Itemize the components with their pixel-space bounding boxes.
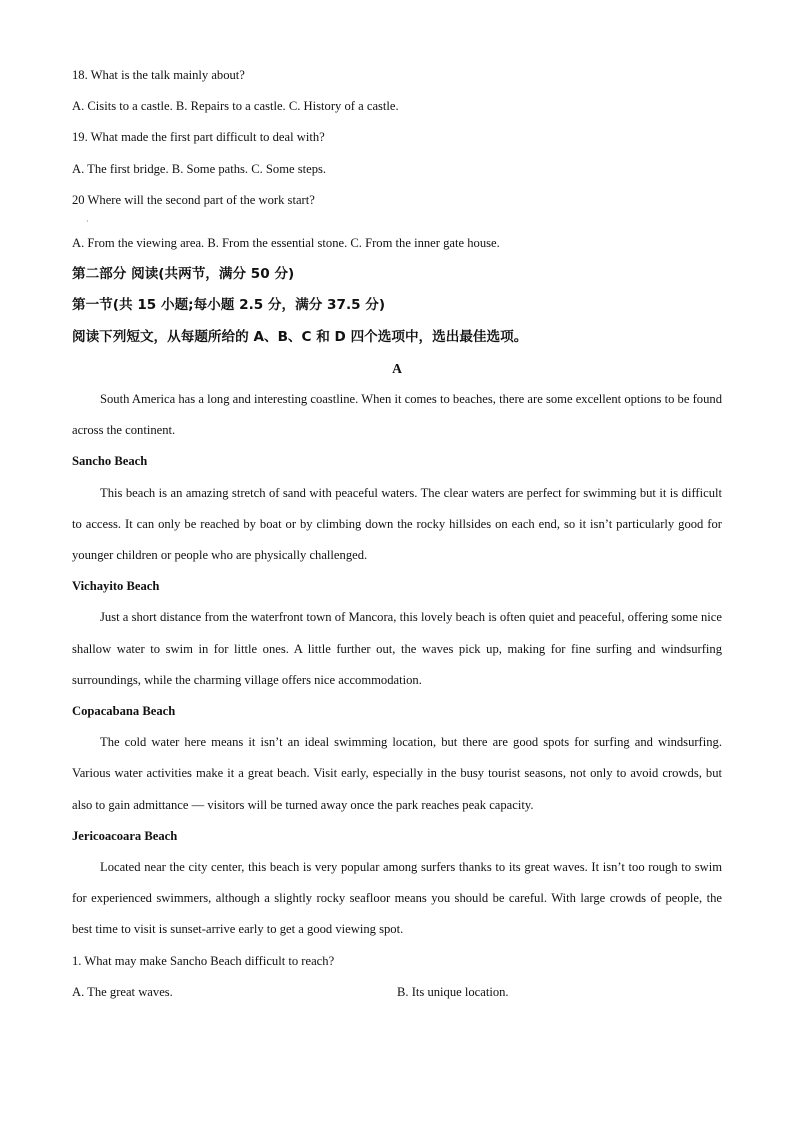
- stray-mark: ·: [86, 217, 89, 227]
- passage-label: A: [392, 360, 402, 376]
- section-subtitle: 第一节(共 15 小题;每小题 2.5 分，满分 37.5 分): [72, 297, 386, 314]
- beach-description: Just a short distance from the waterfront town of Mancora, this lovely beach is often quiet and peaceful, offering some nice shallow water to swim in for little ones. A little further out, the waves pick up, making for fine surfing and windsurfing surroundings, while the charming village offers nice accommodation.: [72, 610, 722, 687]
- question-18-options: A. Cisits to a castle. B. Repairs to a castle. C. History of a castle.: [72, 99, 399, 114]
- question-20: 20 Where will the second part of the work start?: [72, 192, 315, 207]
- beach-heading: Copacabana Beach: [72, 704, 176, 719]
- beach-description: This beach is an amazing stretch of sand with peaceful waters. The clear waters are perfect for swimming but it is difficult to access. It can only be reached by boat or by climbing down the rocky hillsides on each end, so it isn’t particularly good for younger children or people who are physically challenged.: [72, 485, 722, 563]
- beach-heading: Sancho Beach: [72, 454, 148, 469]
- beach-heading: Jericoacoara Beach: [72, 828, 178, 843]
- question-20-options: A. From the viewing area. B. From the essential stone. C. From the inner gate house.: [72, 236, 500, 251]
- beach-heading: Vichayito Beach: [72, 579, 160, 594]
- section-instruction: 阅读下列短文，从每题所给的 A、B、C 和 D 四个选项中，选出最佳选项。: [72, 328, 528, 345]
- question-1: 1. What may make Sancho Beach difficult to reach?: [72, 953, 335, 968]
- option-a: A. The great waves.: [72, 984, 173, 999]
- question-1-options: [72, 977, 722, 1008]
- passage-intro: South America has a long and interesting coastline. When it comes to beaches, there are some excellent options to be found across the continent.: [72, 392, 722, 438]
- question-19: 19. What made the first part difficult to deal with?: [72, 130, 325, 145]
- question-18: 18. What is the talk mainly about?: [72, 68, 245, 82]
- beach-description: Located near the city center, this beach is very popular among surfers thanks to its great waves. It isn’t too rough to swim for experienced swimmers, although a slightly rocky seafloor means you should be careful. With large crowds of people, the best time to visit is sunset-arrive early to get a good viewing spot.: [72, 860, 722, 937]
- beach-description: The cold water here means it isn’t an ideal swimming location, but there are good spots for surfing and windsurfing. Various water activities make it a great beach. Visit early, especially in the busy tourist seasons, not only to avoid crowds, but also to gain admittance — visitors will be turned away once the park reaches peak capacity.: [72, 735, 722, 812]
- document-page: [72, 60, 722, 1008]
- option-b: B. Its unique location.: [397, 984, 509, 999]
- part-title: 第二部分 阅读(共两节，满分 50 分): [72, 266, 295, 283]
- question-19-options: A. The first bridge. B. Some paths. C. Some steps.: [72, 161, 327, 176]
